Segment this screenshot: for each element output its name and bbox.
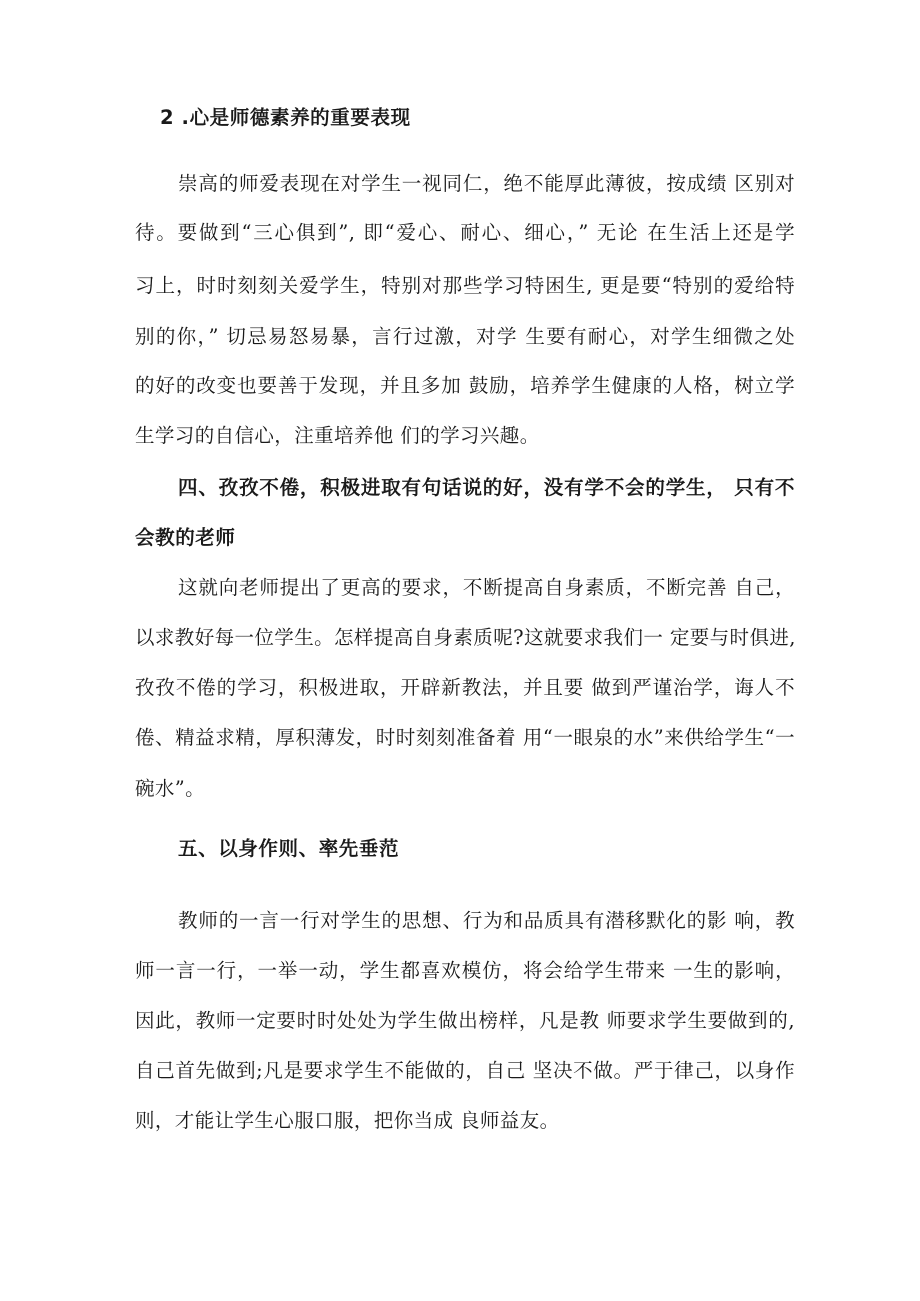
paragraph-line: 以求教好每一位学生。怎样提高自身素质呢?这就要求我们一 定要与时俱进,	[135, 626, 796, 649]
heading-section-4: 四、孜孜不倦，积极进取有句话说的好，没有学不会的学生， 只有不	[178, 476, 795, 499]
paragraph-line: 别的你，” 切忌易怒易暴，言行过激，对学 生要有耐心，对学生细微之处	[135, 325, 795, 348]
heading-section-5: 五、以身作则、率先垂范	[178, 837, 400, 860]
heading-section-4-cont: 会教的老师	[135, 526, 236, 549]
paragraph-line: 生学习的自信心，注重培养他 们的学习兴趣。	[135, 424, 540, 447]
paragraph-line: 教师的一言一行对学生的思想、行为和品质具有潜移默化的影 响，教	[178, 909, 795, 932]
paragraph-line: 碗水”。	[135, 777, 206, 800]
paragraph-line: 崇高的师爱表现在对学生一视同仁，绝不能厚此薄彼，按成绩 区别对	[178, 172, 795, 195]
paragraph-line: 孜孜不倦的学习，积极进取，开辟新教法，并且要 做到严谨治学，诲人不	[135, 676, 795, 699]
paragraph-line: 这就向老师提出了更高的要求，不断提高自身素质，不断完善 自己，	[178, 576, 795, 599]
paragraph-line: 倦、精益求精，厚积薄发，时时刻刻准备着 用“一眼泉的水”来供给学生“一	[135, 726, 795, 749]
heading-section-2: 2 .心是师德素养的重要表现	[160, 106, 411, 129]
paragraph-line: 因此，教师一定要时时处处为学生做出榜样，凡是教 师要求学生要做到的,	[135, 1009, 795, 1032]
paragraph-line: 师一言一行，一举一动，学生都喜欢模仿，将会给学生带来 一生的影响，	[135, 959, 795, 982]
paragraph-line: 待。要做到“三心俱到”, 即“爱心、耐心、细心，” 无论 在生活上还是学	[135, 221, 795, 244]
paragraph-line: 的好的改变也要善于发现，并且多加 鼓励，培养学生健康的人格，树立学	[135, 374, 795, 397]
paragraph-line: 自己首先做到;凡是要求学生不能做的，自己 坚决不做。严于律己，以身作	[135, 1059, 795, 1082]
paragraph-line: 习上，时时刻刻关爱学生，特别对那些学习特困生, 更是要“特别的爱给特	[135, 274, 795, 297]
paragraph-line: 则，才能让学生心服口服，把你当成 良师益友。	[135, 1109, 560, 1132]
